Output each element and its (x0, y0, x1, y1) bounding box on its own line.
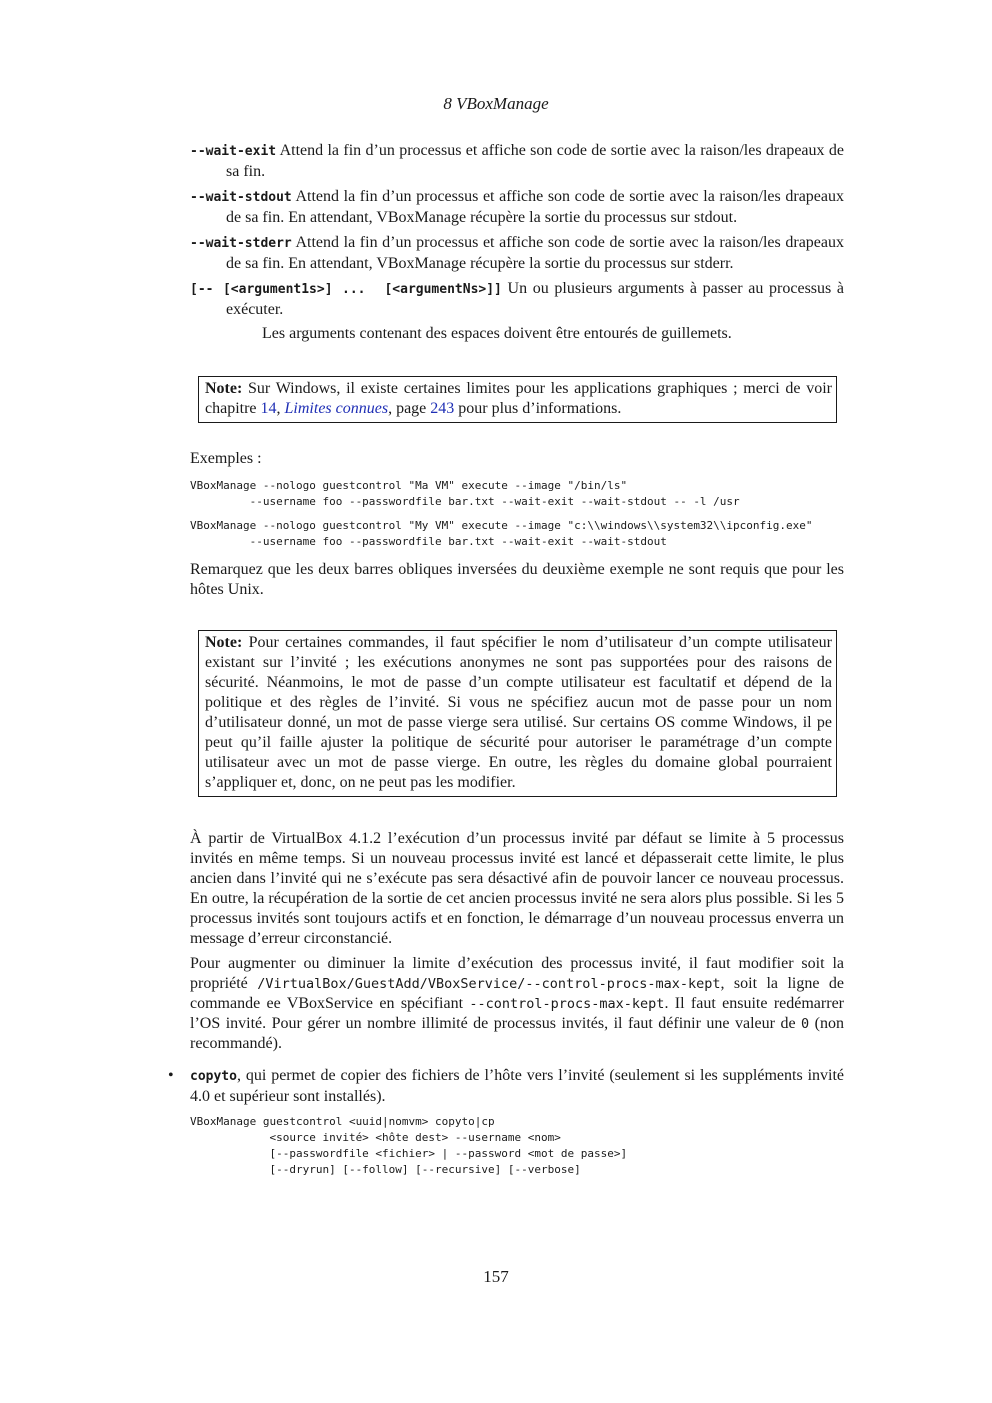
code-copyto-syntax: VBoxManage guestcontrol <uuid|nomvm> copyto|cp <source invité> <hôte dest> --username <nom> [--passwordfile <fichier> | --password <mot de passe>] [--dryrun] [--follow] [--recursive] [--verbose] (190, 1115, 628, 1176)
note-label: Note: (205, 634, 243, 651)
text-run: Pour augmenter ou diminuer la limite d’exécution des processus invité, il faut modifier soit la propriété (190, 955, 844, 992)
inline-code: --control-procs-max-kept (469, 996, 665, 1012)
note-text: Sur Windows, il existe certaines limites pour les applications graphiques ; merci de voir chapitre (205, 380, 832, 417)
note-text: Pour certaines commandes, il faut spécifier le nom d’utilisateur d’un compte utilisateur existant sur l’invité ; les exécutions anonymes ne sont pas supportées pour des raisons de sécurité. Néanmoins, le mot de passe d’un compte utilisateur est facultatif et dépend de la politique et des règles de l’invité. Si vous ne spécifiez aucun mot de passe pour un nom d’utilisateur donné, un mot de passe vierge sera utilisé. Sur certains OS comme Windows, il pe peut qu’il faille ajuster la politique de sécurité pour autoriser le paramétrage d’un compte utilisateur avec un mot de passe vierge. En outre, les règles du domaine global pourraient s’appliquer et, donc, on ne peut pas les modifier. (205, 634, 832, 791)
examples-heading: Exemples : (190, 450, 262, 467)
text-run: . Il faut ensuite redémarrer l’OS invité. Pour gérer un nombre illimité de processus invités, il faut définir une valeur de (190, 995, 844, 1032)
text-run: , soit la ligne de commande ee VBoxService en spécifiant (190, 975, 845, 1012)
option-flag: --wait-stderr (190, 236, 292, 251)
option-description: Attend la fin d’un processus et affiche son code de sortie avec la raison/les drapeaux de sa fin. (226, 142, 844, 180)
option-description: Attend la fin d’un processus et affiche son code de sortie avec la raison/les drapeaux de sa fin. En attendant, VBoxManage récupère la sortie du processus sur stderr. (226, 234, 844, 272)
note-text: pour plus d’informations. (454, 400, 622, 417)
list-item-text: , qui permet de copier des fichiers de l’hôte vers l’invité (seulement si les suppléments invité 4.0 et supérieur sont installés). (190, 1067, 844, 1105)
option-extra-note: Les arguments contenant des espaces doivent être entourés de guillemets. (262, 325, 732, 342)
page-number: 157 (483, 1267, 509, 1286)
option-item (190, 233, 844, 274)
option-item (190, 187, 844, 228)
note-separator: , (276, 400, 285, 417)
inline-code: 0 (801, 1016, 810, 1032)
option-item (190, 141, 844, 182)
option-flag: --wait-stdout (190, 190, 292, 205)
option-description: Un ou plusieurs arguments à passer au processus à exécuter. (226, 280, 845, 318)
inline-code: /VirtualBox/GuestAdd/VBoxService/--control-procs-max-kept (257, 976, 721, 992)
option-list (190, 141, 844, 344)
page-link[interactable]: 243 (430, 400, 455, 417)
option-flag: [-- [<argument1s>] ... [<argumentNs>]] (190, 282, 502, 297)
chapter-link[interactable]: 14 (260, 400, 277, 417)
note-box (198, 630, 837, 797)
remark-paragraph: Remarquez que les deux barres obliques inversées du deuxième exemple ne sont requis que pour les hôtes Unix. (190, 561, 844, 598)
page-content (168, 141, 845, 1178)
code-example-1: VBoxManage --nologo guestcontrol "Ma VM" execute --image "/bin/ls" --username foo --passwordfile bar.txt --wait-exit --wait-stdout -- -l /usr (190, 479, 740, 508)
command-keyword: copyto (190, 1069, 237, 1084)
bullet-icon: • (168, 1067, 174, 1084)
note-box (198, 376, 837, 423)
paragraph-process-limit: À partir de VirtualBox 4.1.2 l’exécution d’un processus invité par défaut se limite à 5 processus invités en même temps. Si un nouveau processus invité est lancé et dépasserait cette limite, le plus ancien dans l’invité qui ne s’exécute pas sera désactivé afin de pouvoir lancer ce nouveau processus. En outre, la récupération de la sortie de cet ancien processus invité ne sera alors plus possible. Si les 5 processus invités sont toujours actifs et en fonction, le démarrage d’un nouveau processus enverra un message d’erreur circonstancié. (190, 830, 844, 947)
limits-link[interactable]: Limites connues (284, 400, 389, 417)
list-item (168, 1066, 844, 1107)
text-run: (non recommandé). (190, 1015, 844, 1052)
note-label: Note: (205, 380, 243, 397)
note-text: , page (388, 400, 431, 417)
option-item (190, 279, 844, 344)
code-example-2: VBoxManage --nologo guestcontrol "My VM" execute --image "c:\\windows\\system32\\ipconfig.exe" --username foo --passwordfile bar.txt --wait-exit --wait-stdout (190, 519, 813, 548)
option-flag: --wait-exit (190, 144, 277, 159)
paragraph-config (190, 954, 844, 1054)
option-description: Attend la fin d’un processus et affiche son code de sortie avec la raison/les drapeaux de sa fin. En attendant, VBoxManage récupère la sortie du processus sur stdout. (226, 188, 844, 226)
running-header: 8 VBoxManage (443, 94, 549, 113)
